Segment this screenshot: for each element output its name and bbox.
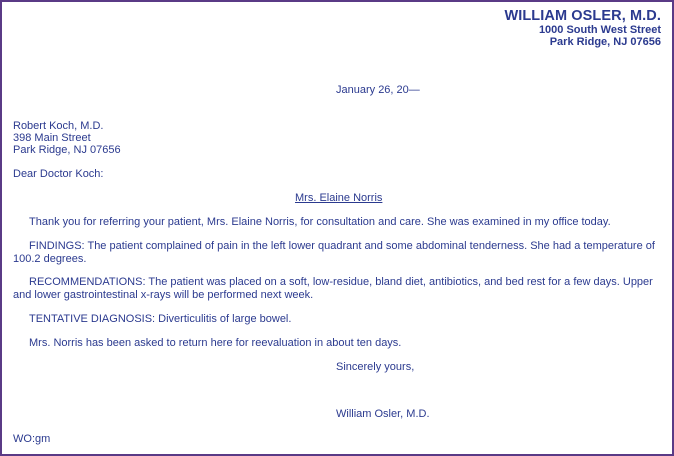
signature-name: William Osler, M.D. [336, 408, 430, 420]
letter-date: January 26, 20— [336, 84, 420, 96]
reference-initials: WO:gm [13, 433, 51, 445]
body-paragraph-diagnosis: TENTATIVE DIAGNOSIS: Diverticulitis of large bowel. [29, 313, 292, 325]
closing: Sincerely yours, [336, 361, 415, 373]
recipient-street: 398 Main Street [13, 132, 91, 144]
letterhead-city: Park Ridge, NJ 07656 [549, 36, 661, 48]
letterhead-name: WILLIAM OSLER, M.D. [504, 8, 661, 24]
body-paragraph-intro: Thank you for referring your patient, Mrs. Elaine Norris, for consultation and care. She was examined in my office today. [29, 216, 611, 228]
letterhead-street: 1000 South West Street [538, 24, 661, 36]
body-paragraph-findings: FINDINGS: The patient complained of pain in the left lower quadrant and some abdominal tenderness. She had a temperature of 100.2 degrees. [13, 240, 655, 265]
body-paragraph-recommendations: RECOMMENDATIONS: The patient was placed on a soft, low-residue, bland diet, antibiotics, and bed rest for a few days. Upper and lower gastrointestinal x-rays will be performed next week. [13, 276, 653, 301]
recipient-name: Robert Koch, M.D. [13, 120, 104, 132]
recipient-city: Park Ridge, NJ 07656 [13, 144, 121, 156]
subject-line: Mrs. Elaine Norris [295, 192, 383, 204]
salutation: Dear Doctor Koch: [13, 168, 104, 180]
body-paragraph-followup: Mrs. Norris has been asked to return here for reevaluation in about ten days. [29, 337, 402, 349]
